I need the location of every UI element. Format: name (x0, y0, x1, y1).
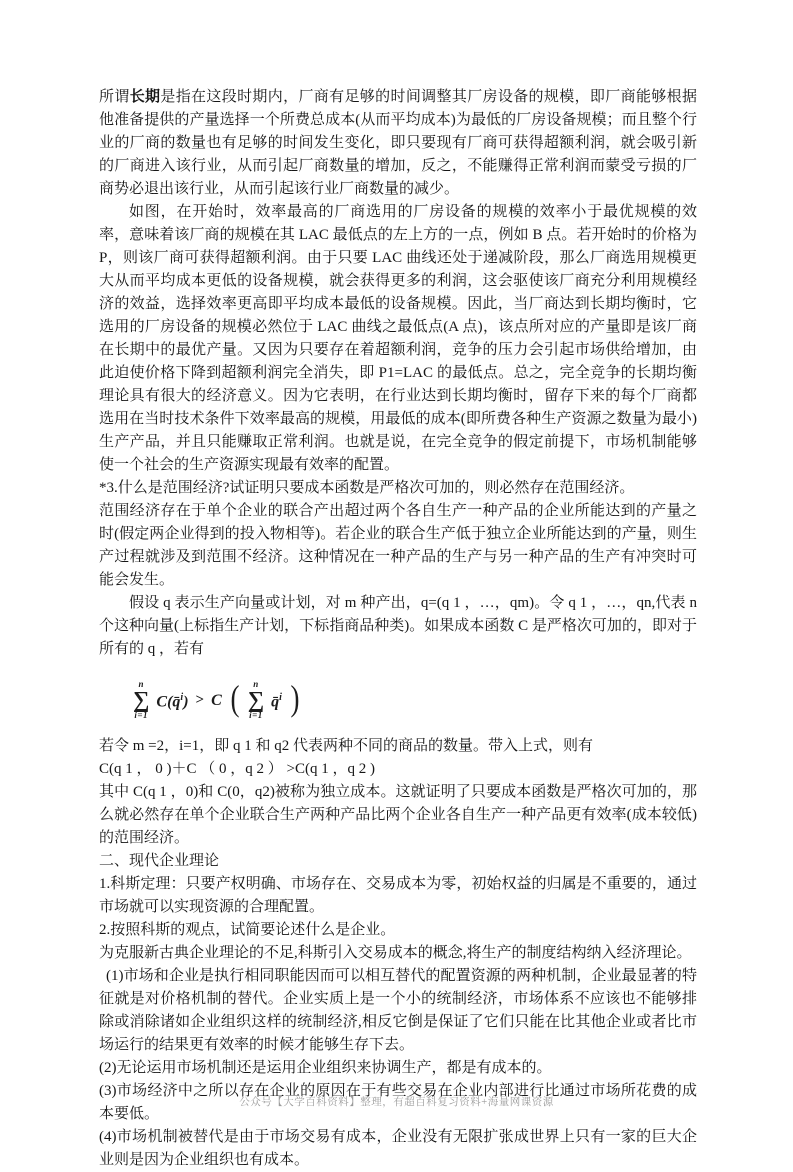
summation-lower-limit: i=1 (134, 709, 149, 720)
left-parenthesis: ( (230, 678, 240, 718)
long-run-rest: 是指在这段时期内，厂商有足够的时间调整其厂房设备的规模，即厂商能够根据他准备提供的产量选择一个所费总成本(从而平均成本)为最低的厂房设备规模；而且整个行业的厂商的数量也有足够的时间发生变化，即只要现有厂商可获得超额利润，就会吸引新的厂商进入该行业，从而引起厂商数量的增加，反之，不能赚得正常利润而蒙受亏损的厂商势必退出该行业，从而引起该行业厂商数量的减少。 (99, 89, 697, 197)
summation-upper-limit: n (253, 679, 259, 690)
long-run-term: 长期 (129, 89, 161, 105)
paragraph-point-1: (1)市场和企业是执行相同职能因而可以相互替代的配置资源的两种机制，企业最显著的特征就是对价格机制的替代。企业实质上是一个小的统制经济，市场体系不应该也不能够排除或消除诸如企业组织这样的统制经济,相反它倒是保证了它们只能在比其他企业或者比市场运行的结果更有效率的时候才能够生存下去。 (99, 968, 697, 1053)
quantity-term-right: q̄$^i$ (271, 692, 282, 711)
question-3-heading: *3.什么是范围经济?试证明只要成本函数是严格次可加的，则必然存在范围经济。 (99, 480, 635, 496)
inequality-sign: > (195, 691, 205, 708)
paragraph-coase-intro: 为克服新古典企业理论的不足,科斯引入交易成本的概念,将生产的制度结构纳入经济理论。 (99, 945, 692, 961)
page-footer-watermark: 公众号【大学百科资料】整理，有超百科复习资料+海量网课资源 (239, 1097, 554, 1108)
subadditivity-formula (133, 675, 697, 725)
summation-upper-limit: n (138, 679, 144, 690)
paragraph-point-4: (4)市场机制被替代是由于市场交易有成本，企业没有无限扩张成世界上只有一家的巨大企业则是因为企业组织也有成本。 (99, 1129, 697, 1168)
paragraph-point-2: (2)无论运用市场机制还是运用企业组织来协调生产，都是有成本的。 (99, 1060, 552, 1076)
paragraph-coase-theorem: 1.科斯定理：只要产权明确、市场存在、交易成本为零，初始权益的归属是不重要的，通过市场就可以实现资源的合理配置。 (99, 876, 697, 915)
cost-term-left: C(q̄$^i$) (156, 692, 189, 711)
paragraph-scope-economy-setup: 假设 q 表示生产向量或计划，对 m 种产出，q=(q 1 ，…，qm)。令 q 1 ，…，qn,代表 n 个这种向量(上标指生产计划，下标指商品种类)。如果成本函数 C 是严格次可加的，即对于所有的 q ，若有 (99, 595, 697, 657)
paragraph-m2-substitution: 若令 m =2，i=1，即 q 1 和 q2 代表两种不同的商品的数量。带入上式，则有 (99, 738, 594, 754)
paragraph-long-run-equilibrium: 如图，在开始时，效率最高的厂商选用的厂房设备的规模的效率小于最优规模的效率，意味着该厂商的规模在其 LAC 最低点的左上方的一点，例如 B 点。若开始时的价格为 P，则该厂商可获得超额利润。由于只要 LAC 曲线还处于递减阶段，那么厂商选用规模更大从而平均成本更低的设备规模，就会获得更多的利润，这会驱使该厂商充分利用规模经济的效益，选择效率更高即平均成本最低的设备规模。因此，当厂商达到长期均衡时，它选用的厂房设备的规模必然位于 LAC 曲线之最低点(A 点)，该点所对应的产量即是该厂商在长期中的最优产量。又因为只要存在着超额利润，竞争的压力会引起市场供给增加，由此迫使价格下降到超额利润完全消失，即 P1=LAC 的最低点。总之，完全竞争的长期均衡理论具有很大的经济意义。因为它表明，在行业达到长期均衡时，留存下来的每个厂商都选用在当时技术条件下效率最高的规模，用最低的成本(即所费各种生产资源之数量为最小)生产产品，并且只能赚取正常利润。也就是说，在完全竞争的假定前提下，市场机制能够使一个社会的生产资源实现最有效率的配置。 (99, 204, 697, 473)
right-parenthesis: ) (290, 678, 300, 718)
summation-right (248, 680, 264, 720)
sigma-symbol: ∑ (133, 687, 150, 713)
paragraph-coase-question: 2.按照科斯的观点，试简要论述什么是企业。 (99, 922, 396, 938)
paragraph-independent-cost: 其中 C(q 1 ，0)和 C(0，q2)被称为独立成本。这就证明了只要成本函数是严格次可加的，那么就必然存在单个企业联合生产两种产品比两个企业各自生产一种产品更有效率(成本较低)的范围经济。 (99, 784, 697, 846)
summation-lower-limit: i=1 (249, 709, 263, 720)
cost-function-right: C (211, 691, 222, 709)
summation-left (133, 680, 149, 720)
paragraph-point-3: (3)市场经济中之所以存在企业的原因在于有些交易在企业内部进行比通过市场所花费的成本要低。 (99, 1083, 697, 1122)
cost-inequality-line: C(q 1 ， 0 )＋C （ 0 ，q 2 ） >C(q 1 ，q 2 ) (99, 761, 375, 777)
document-page-body (99, 86, 697, 1172)
paragraph-long-run-definition (99, 86, 697, 201)
sigma-symbol: ∑ (247, 687, 265, 713)
section-2-heading: 二、现代企业理论 (99, 853, 220, 869)
paragraph-scope-economy-definition: 范围经济存在于单个企业的联合产出超过两个各自生产一种产品的企业所能达到的产量之时(假定两企业得到的投入物相等)。若企业的联合生产低于独立企业所能达到的产量，则生产过程就涉及到范围不经济。这种情况在一种产品的生产与另一种产品的生产有冲突时可能会发生。 (99, 503, 697, 588)
long-run-prefix: 所谓 (99, 89, 130, 105)
